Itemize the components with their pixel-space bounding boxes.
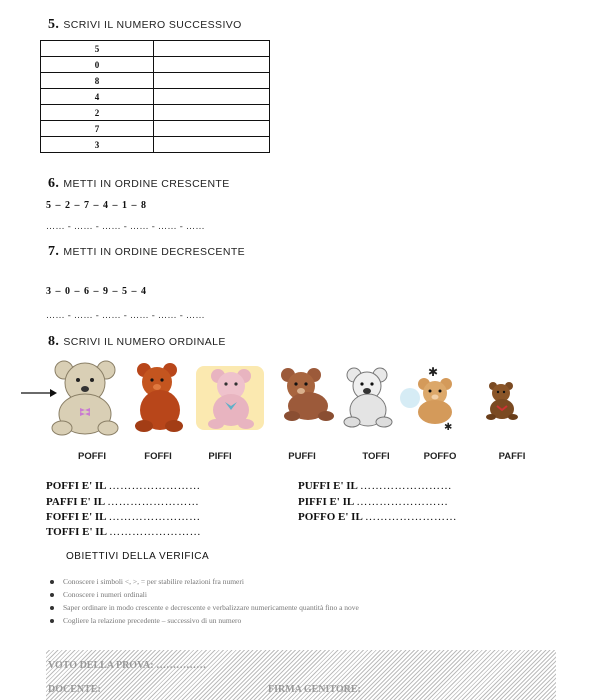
answer-cell[interactable] [154, 57, 270, 73]
cream-teddy-bear-icon [46, 356, 124, 438]
ordinal-blank[interactable]: …………………… [107, 496, 200, 508]
objective-text: Saper ordinare in modo crescente e decrescente e verbalizzare numericamente quantità fino a nove [63, 603, 359, 612]
section-6-heading [48, 176, 230, 192]
number-cell: 8 [41, 73, 154, 89]
ordinal-line [46, 511, 201, 523]
bullet-icon [50, 580, 54, 584]
section-7-heading [48, 244, 245, 260]
answer-cell[interactable] [154, 73, 270, 89]
white-teddy-bear-icon [340, 366, 398, 430]
section-title: METTI IN ORDINE DECRESCENTE [63, 246, 246, 258]
number-cell: 0 [41, 57, 154, 73]
bullet-icon [50, 593, 54, 597]
ordinal-blank[interactable]: …………………… [108, 511, 201, 523]
answer-cell[interactable] [154, 89, 270, 105]
bear-name-label: POFFO [423, 451, 457, 462]
list-item [50, 601, 359, 614]
list-item [50, 575, 359, 588]
objective-text: Conoscere i simboli <, >, = per stabilire relazioni fra numeri [63, 577, 244, 586]
descending-answer-blanks[interactable]: …… - …… - …… - …… - …… - …… [46, 310, 205, 320]
ordinal-line [46, 496, 199, 508]
ordinal-blank[interactable]: …………………… [109, 526, 202, 538]
small-brown-teddy-bear-icon [484, 380, 520, 422]
number-cell: 2 [41, 105, 154, 121]
tan-teddy-bear-icon [400, 366, 464, 432]
objectives-list [50, 575, 359, 627]
section-number: 6. [48, 176, 60, 191]
bear-name-label: PUFFI [288, 451, 316, 462]
descending-sequence: 3 – 0 – 6 – 9 – 5 – 4 [46, 286, 147, 297]
grade-blank[interactable]: …………… [156, 660, 207, 671]
pink-teddy-bear-icon [194, 362, 266, 434]
grade-line [48, 660, 206, 671]
parent-signature-label: FIRMA GENITORE: [268, 684, 361, 695]
ordinal-blank[interactable]: …………………… [356, 496, 449, 508]
svg-text:✱: ✱ [428, 366, 439, 379]
ordinal-line [298, 511, 457, 523]
teacher-signature-label: DOCENTE: [48, 684, 101, 695]
list-item [50, 588, 359, 601]
ordinal-blank[interactable]: …………………… [360, 480, 453, 492]
answer-cell[interactable] [154, 41, 270, 57]
answer-cell[interactable] [154, 105, 270, 121]
answer-cell[interactable] [154, 137, 270, 153]
section-title: SCRIVI IL NUMERO ORDINALE [63, 336, 226, 348]
table-row [41, 121, 270, 137]
ordinal-label: PUFFI E' IL [298, 480, 358, 492]
ascending-answer-blanks[interactable]: …… - …… - …… - …… - …… - …… [46, 221, 205, 231]
successor-table [40, 40, 270, 153]
bear-name-label: PAFFI [498, 451, 526, 462]
ordinal-line [298, 480, 452, 492]
objective-text: Cogliere la relazione precedente – successivo di un numero [63, 616, 242, 625]
ordinal-blank[interactable]: …………………… [364, 511, 457, 523]
table-row [41, 137, 270, 153]
ordinal-label: TOFFI E' IL [46, 526, 107, 538]
number-cell: 4 [41, 89, 154, 105]
list-item [50, 614, 359, 627]
number-cell: 7 [41, 121, 154, 137]
section-5-heading [48, 17, 242, 33]
ordinal-label: PIFFI E' IL [298, 496, 354, 508]
bullet-icon [50, 606, 54, 610]
ordinal-line [298, 496, 448, 508]
number-cell: 5 [41, 41, 154, 57]
orange-teddy-bear-icon [130, 360, 188, 434]
section-number: 8. [48, 334, 60, 349]
objectives-title: OBIETTIVI DELLA VERIFICA [66, 551, 210, 562]
ordinal-line [46, 526, 201, 538]
bear-name-label: PIFFI [208, 451, 232, 462]
ascending-sequence: 5 – 2 – 7 – 4 – 1 – 8 [46, 200, 147, 211]
bullet-icon [50, 619, 54, 623]
svg-text:✱: ✱ [444, 422, 453, 432]
table-row [41, 89, 270, 105]
table-row [41, 105, 270, 121]
grade-label: VOTO DELLA PROVA: [48, 660, 154, 671]
section-8-heading [48, 334, 226, 350]
ordinal-label: POFFI E' IL [46, 480, 106, 492]
section-number: 7. [48, 244, 60, 259]
section-number: 5. [48, 17, 60, 32]
section-title: METTI IN ORDINE CRESCENTE [63, 178, 230, 190]
ordinal-label: POFFO E' IL [298, 511, 363, 523]
number-cell: 3 [41, 137, 154, 153]
answer-cell[interactable] [154, 121, 270, 137]
bear-name-label: TOFFI [362, 451, 390, 462]
bear-name-label: FOFFI [144, 451, 172, 462]
ordinal-line [46, 480, 201, 492]
section-title: SCRIVI IL NUMERO SUCCESSIVO [63, 19, 242, 31]
bear-name-label: POFFI [78, 451, 106, 462]
ordinal-label: FOFFI E' IL [46, 511, 106, 523]
table-row [41, 73, 270, 89]
table-row [41, 57, 270, 73]
grade-footer-box [46, 650, 556, 700]
objective-text: Conoscere i numeri ordinali [63, 590, 147, 599]
ordinal-blank[interactable]: …………………… [108, 480, 201, 492]
brown-teddy-bear-icon [274, 366, 336, 424]
table-row [41, 41, 270, 57]
ordinal-label: PAFFI E' IL [46, 496, 105, 508]
